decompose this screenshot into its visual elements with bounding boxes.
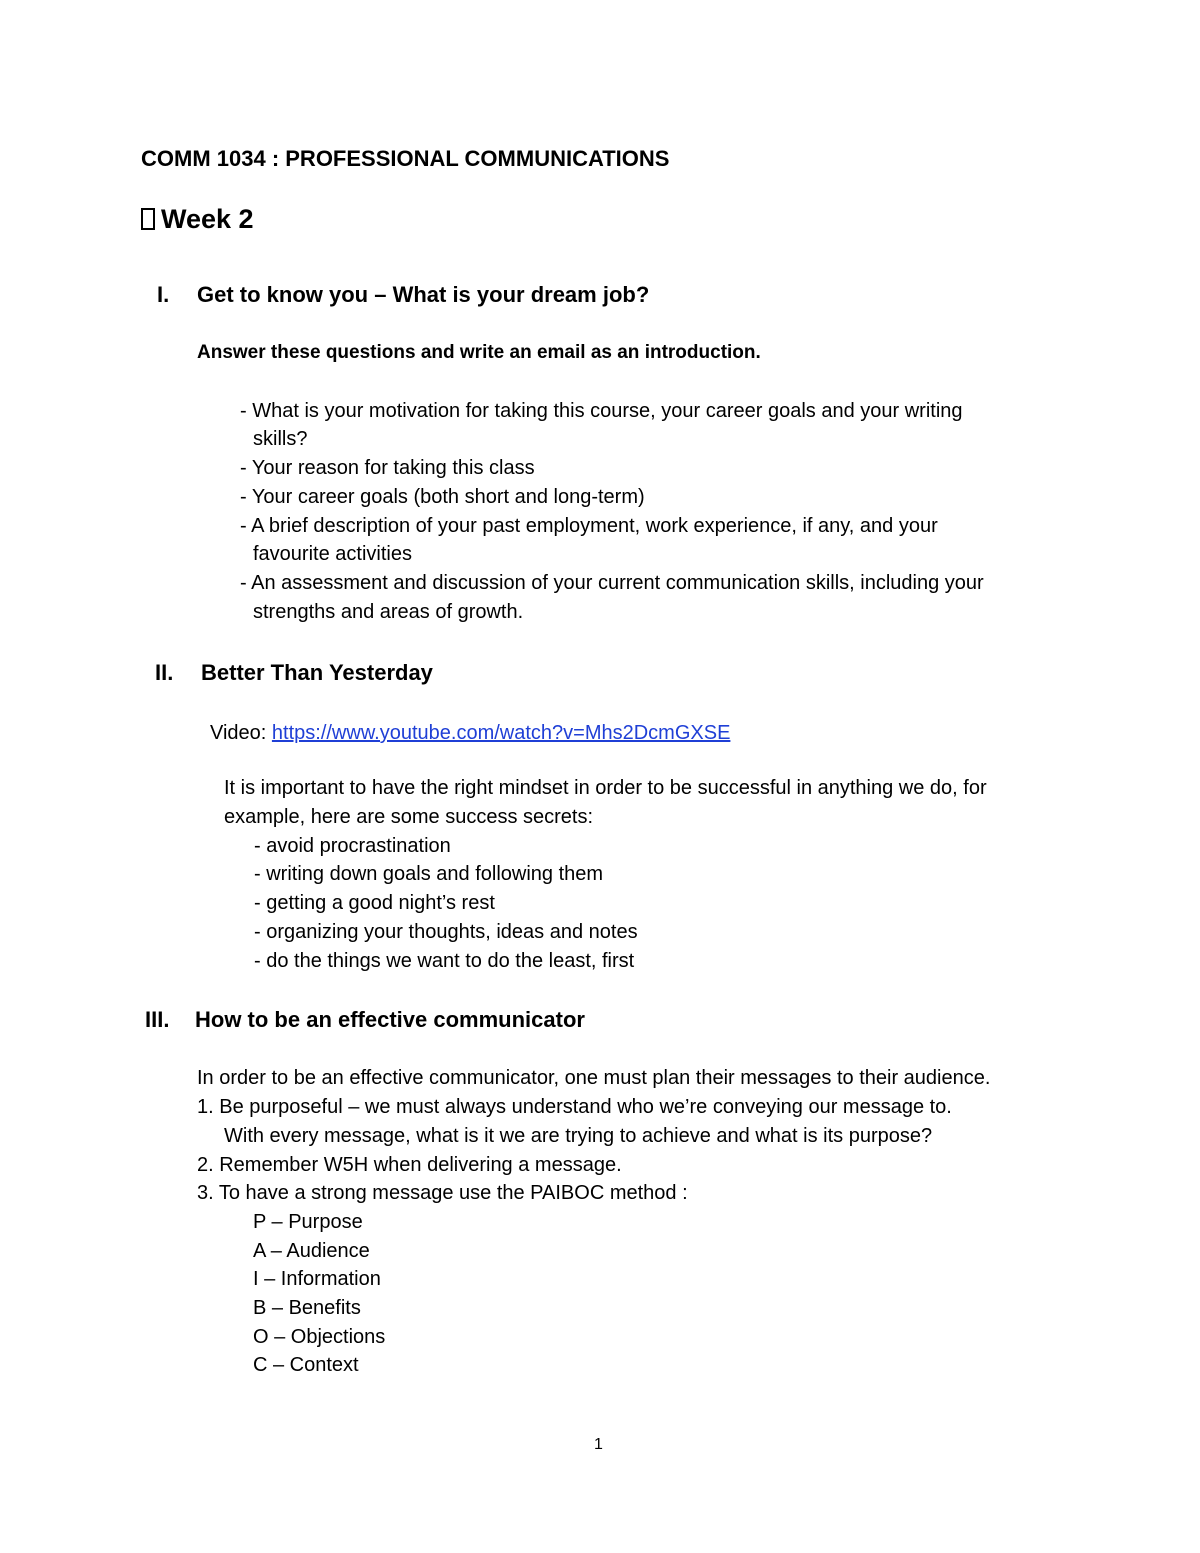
section-1-item: - What is your motivation for taking this course, your career goals and your writing	[240, 400, 963, 422]
section-1-item: favourite activities	[253, 543, 412, 565]
section-2-intro-line1: It is important to have the right mindset in order to be successful in anything we do, for	[224, 777, 987, 799]
section-1-item: - Your career goals (both short and long-term)	[240, 486, 645, 508]
video-link[interactable]: https://www.youtube.com/watch?v=Mhs2DcmGXSE	[271, 722, 731, 744]
section-3-point-1b: With every message, what is it we are trying to achieve and what is its purpose?	[224, 1125, 933, 1147]
section-1-item: skills?	[253, 428, 308, 450]
section-3-intro: In order to be an effective communicator, one must plan their messages to their audience.	[197, 1067, 991, 1089]
success-secret-item: - writing down goals and following them	[254, 863, 604, 885]
section-1-heading	[157, 282, 649, 308]
paiboc-item: B – Benefits	[253, 1297, 361, 1319]
course-title: COMM 1034 : PROFESSIONAL COMMUNICATIONS	[141, 146, 670, 171]
week-heading	[141, 204, 254, 235]
section-3-point-3: 3. To have a strong message use the PAIBOC method :	[197, 1182, 688, 1204]
paiboc-item: P – Purpose	[253, 1211, 363, 1233]
week-label: Week 2	[161, 204, 254, 234]
section-2-intro-line2: example, here are some success secrets:	[224, 806, 594, 828]
paiboc-item: C – Context	[253, 1354, 359, 1376]
bullet-glyph-icon	[141, 208, 155, 230]
section-1-instruction: Answer these questions and write an email as an introduction.	[197, 342, 761, 363]
section-3-title: How to be an effective communicator	[195, 1007, 585, 1032]
section-2-numeral: II.	[155, 660, 174, 685]
section-3-point-2: 2. Remember W5H when delivering a message.	[197, 1154, 622, 1176]
section-1-item: - Your reason for taking this class	[240, 457, 535, 479]
success-secret-item: - avoid procrastination	[254, 835, 451, 857]
section-1-numeral: I.	[157, 282, 170, 307]
section-1-item: strengths and areas of growth.	[253, 601, 524, 623]
section-2-title: Better Than Yesterday	[201, 660, 433, 685]
section-1-item: - An assessment and discussion of your current communication skills, including your	[240, 572, 984, 594]
paiboc-item: I – Information	[253, 1268, 381, 1290]
success-secret-item: - getting a good night’s rest	[254, 892, 495, 914]
section-3-point-1a: 1. Be purposeful – we must always understand who we’re conveying our message to.	[197, 1096, 952, 1118]
section-1-title: Get to know you – What is your dream job?	[197, 282, 650, 307]
section-3-numeral: III.	[145, 1007, 170, 1032]
success-secret-item: - do the things we want to do the least, first	[254, 950, 635, 972]
section-3-heading	[145, 1007, 585, 1033]
section-1-item: - A brief description of your past employment, work experience, if any, and your	[240, 515, 938, 537]
paiboc-item: O – Objections	[253, 1326, 386, 1348]
section-2-heading	[155, 660, 433, 686]
video-label: Video:	[210, 722, 272, 744]
video-line	[210, 722, 730, 745]
page-number: 1	[594, 1436, 603, 1453]
success-secret-item: - organizing your thoughts, ideas and notes	[254, 921, 638, 943]
paiboc-item: A – Audience	[253, 1240, 370, 1262]
